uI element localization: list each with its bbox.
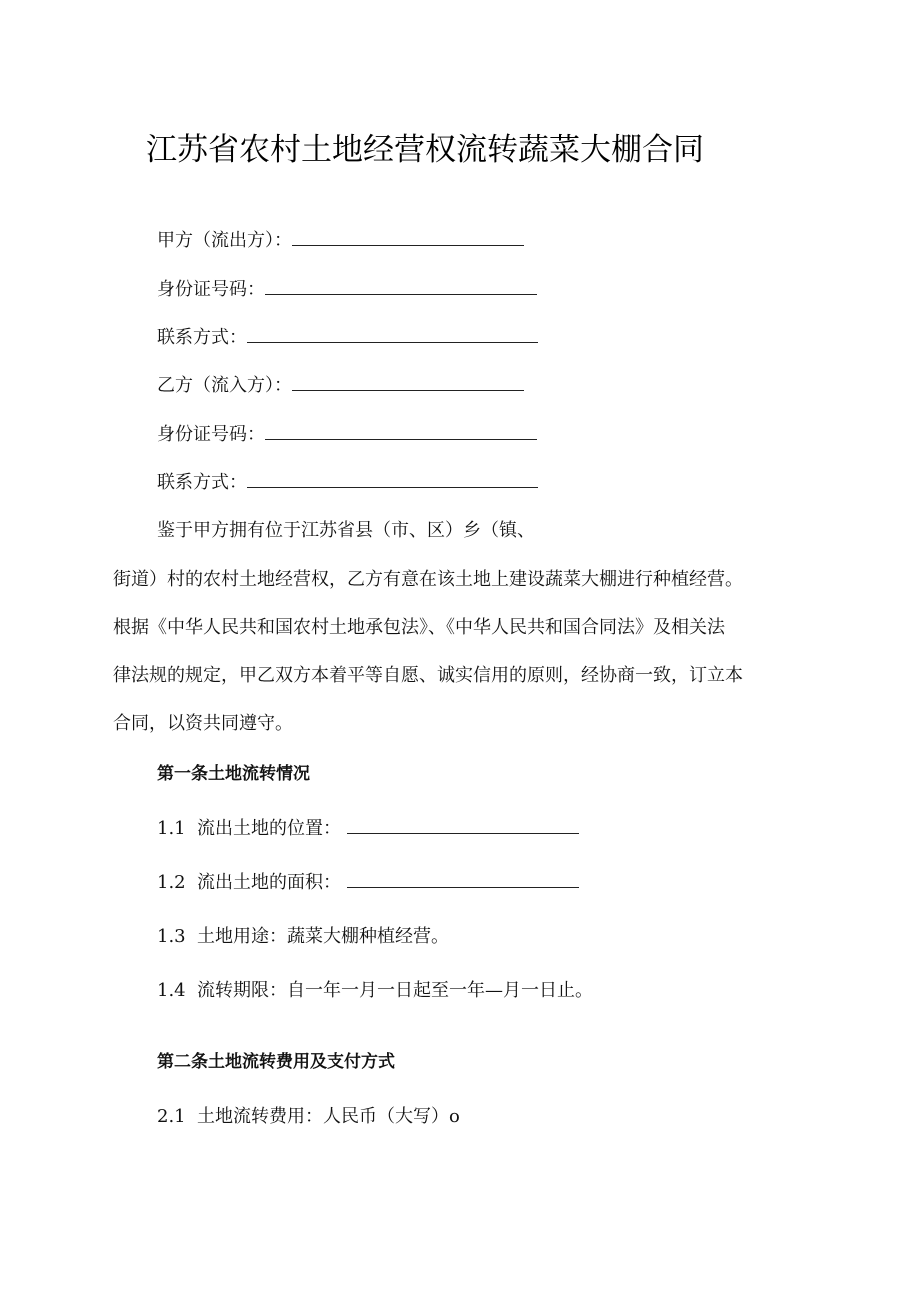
party-a-contact-label: 联系方式：	[157, 327, 247, 348]
party-b-id-field	[157, 423, 537, 447]
article-2-item-1	[157, 1105, 460, 1129]
party-b-contact-label: 联系方式：	[157, 472, 247, 493]
party-b-contact-field	[157, 471, 538, 495]
party-a-id-blank[interactable]	[265, 278, 537, 295]
preamble-line-5: 合同，以资共同遵守。	[113, 713, 293, 734]
article-1-heading: 第一条土地流转情况	[157, 764, 310, 784]
item-text: 土地流转费用：人民币（大写）o	[197, 1106, 460, 1127]
area-blank[interactable]	[347, 871, 579, 888]
party-a-field	[157, 229, 524, 253]
party-b-label: 乙方（流入方）：	[157, 375, 292, 396]
party-b-field	[157, 374, 524, 398]
party-a-label: 甲方（流出方）：	[157, 230, 292, 251]
party-a-contact-field	[157, 326, 538, 350]
party-b-contact-blank[interactable]	[247, 471, 538, 488]
item-text: 流出土地的位置：	[197, 818, 341, 839]
article-1-item-2	[157, 871, 579, 895]
item-text: 流出土地的面积：	[197, 872, 341, 893]
item-number: 1.2	[157, 872, 186, 893]
location-blank[interactable]	[347, 817, 579, 834]
item-number: 1.1	[157, 818, 186, 839]
item-number: 1.3	[157, 926, 186, 947]
party-b-id-label: 身份证号码：	[157, 424, 265, 445]
article-1-item-1	[157, 817, 579, 841]
preamble-line-3: 根据《中华人民共和国农村土地承包法》、《中华人民共和国合同法》及相关法	[113, 617, 725, 638]
item-text: 流转期限：自一年一月一日起至一年—月一日止。	[197, 980, 593, 1001]
item-number: 1.4	[157, 980, 186, 1001]
preamble-line-1: 鉴于甲方拥有位于江苏省县（市、区）乡（镇、	[157, 520, 535, 541]
party-a-id-label: 身份证号码：	[157, 279, 265, 300]
party-b-id-blank[interactable]	[265, 423, 537, 440]
preamble-line-2: 街道）村的农村土地经营权，乙方有意在该土地上建设蔬菜大棚进行种植经营。	[113, 569, 743, 590]
party-a-id-field	[157, 278, 537, 302]
article-1-item-4	[157, 979, 593, 1003]
item-number: 2.1	[157, 1106, 186, 1127]
preamble-line-4: 律法规的规定，甲乙双方本着平等自愿、诚实信用的原则，经协商一致，订立本	[113, 665, 743, 686]
party-b-blank[interactable]	[292, 374, 524, 391]
article-1-item-3	[157, 925, 449, 949]
item-text: 土地用途：蔬菜大棚种植经营。	[197, 926, 449, 947]
document-title: 江苏省农村土地经营权流转蔬菜大棚合同	[146, 132, 704, 168]
party-a-blank[interactable]	[292, 229, 524, 246]
article-2-heading: 第二条土地流转费用及支付方式	[157, 1052, 395, 1072]
party-a-contact-blank[interactable]	[247, 326, 538, 343]
